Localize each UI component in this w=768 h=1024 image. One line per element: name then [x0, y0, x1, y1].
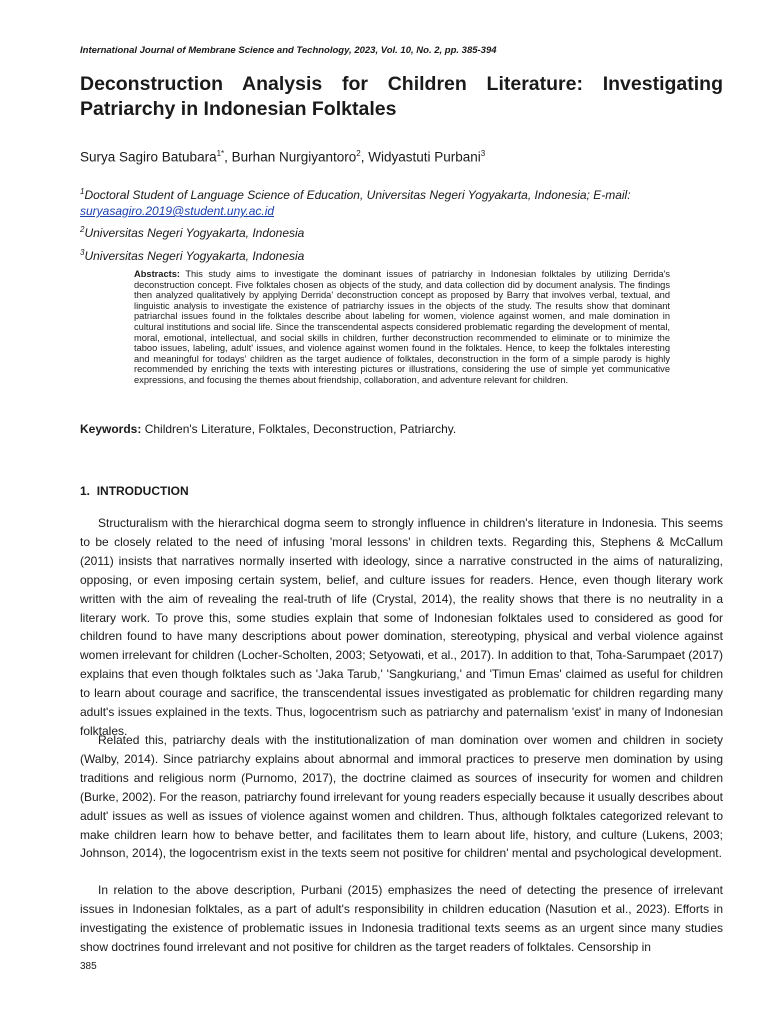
abstract	[134, 269, 670, 386]
author-list	[80, 145, 720, 167]
affiliation-text: Doctoral Student of Language Science of Education, Universitas Negeri Yogyakarta, Indonesia; E-mail:	[84, 188, 631, 202]
page-number: 385	[80, 961, 97, 972]
author-separator: ,	[224, 149, 232, 165]
section-title: INTRODUCTION	[96, 484, 189, 498]
author-email-link[interactable]: suryasagiro.2019@student.uny.ac.id	[80, 204, 275, 218]
author-name: Surya Sagiro Batubara	[80, 149, 217, 165]
author-affiliation-mark: 2	[356, 149, 361, 158]
author-separator: ,	[360, 149, 369, 165]
affiliation-mark: 3	[80, 248, 85, 257]
body-paragraph: Related this, patriarchy deals with the institutionalization of man domination over women and children in society (Walby, 2014). Since patriarchy explains about abnormal and immoral practices to preserve men domination by using traditions and religious norm (Purnomo, 2017), the doctrine claimed as sources of insecurity for women and children (Burke, 2002). For the reason, patriarchy found irrelevant for young readers especially because it usually describes about adult' issues as well as issues of violence against women and children. Thus, although folktales categorized relevant to make children learn how to behave better, and facilitates them to learn about life, history, and culture (Lukens, 2003; Johnson, 2014), the logocentrism exist in the texts seem not positive for children' mental and psychological development.	[80, 733, 724, 861]
author-name: Burhan Nurgiyantoro	[231, 149, 357, 165]
affiliation-1	[80, 184, 720, 219]
affiliation-2	[80, 222, 720, 241]
section-heading	[80, 484, 189, 498]
section-number: 1.	[80, 484, 91, 498]
affiliation-text: Universitas Negeri Yogyakarta, Indonesia	[84, 249, 305, 263]
author-affiliation-mark: 3	[480, 149, 486, 158]
keywords-text: Children's Literature, Folktales, Deconstruction, Patriarchy.	[144, 422, 457, 436]
abstract-text: This study aims to investigate the dominant issues of patriarchy in Indonesian folktales by utilizing Derrida's deconstruction concept. Five folktales chosen as objects of the study, and data collection did by document analysis. The findings then analyzed qualitatively by applying Derrida' deconstruction concept as proposed by Barry that involves verbal, textual, and linguistic analysis to investigate the existence of patriarchy issues in the objects of the study. The results show that dominant patriarchal issues found in the folktales describe about labeling for women, violence against women, and male domination in cultural institutions and social life. Since the transcendental aspects considered problematic regarding the development of mental, moral, emotional, intellectual, and social skills in children, further deconstruction recommended to eliminate or to minimize the taboo issues, labeling, adult' issues, and violence against women found in the folktales. Hence, to keep the folktales interesting and meaningful for todays' children as the target audience of folktales, deconstruction in the form of a simple parody is highly recommended by enriching the texts with interesting pictures or illustrations, considering the use of simple yet communicative expressions, and focusing the themes about friendship, collaboration, and adventure relevant for children.	[134, 269, 670, 385]
affiliation-text: Universitas Negeri Yogyakarta, Indonesia	[84, 226, 305, 240]
affiliation-3	[80, 245, 720, 264]
body-paragraph: In relation to the above description, Purbani (2015) emphasizes the need of detecting the presence of irrelevant issues in Indonesian folktales, as a part of adult's responsibility in children education (Nasution et al., 2023). Efforts in investigating the existence of problematic issues in Indonesia traditional texts seems as an urgent since many studies show doctrines found irrelevant and not positive for children as the target readers of folktales. Censorship in	[80, 883, 723, 954]
author-affiliation-mark: 1*	[216, 149, 225, 158]
journal-header: International Journal of Membrane Science and Technology, 2023, Vol. 10, No. 2, pp. 385-394	[80, 45, 497, 56]
author-name: Widyastuti Purbani	[368, 149, 481, 165]
keywords	[80, 422, 720, 436]
body-paragraph: Structuralism with the hierarchical dogma seem to strongly influence in children's literature in Indonesia. This seems to be closely related to the need of infusing 'moral lessons' in children texts. Regarding this, Stephens & McCallum (2011) insists that narratives normally inserted with ideology, since a narrative constructed in the aims of naturalizing, opposing, or even imposing certain system, belief, and culture issues for readers. Hence, even though literary work written with the aim of revealing the real-truth of life (Crystal, 2014), the reality shows that there is no neutrality in a literary work. To prove this, some studies explain that some of Indonesian folktales used to considered as good for children found to have many descriptions about power domination, stereotyping, physical and verbal violence against women irrelevant for children (Locher-Scholten, 2003; Setyowati, et al., 2017). In addition to that, Toha-Sarumpaet (2017) explains that even though folktales such as 'Jaka Tarub,' 'Sangkuriang,' and 'Timun Emas' claimed as useful for children to learn about courage and sacrifice, the transcendental issues investigated as problematic for children regarding many adult's issues explained in the texts. Thus, logocentrism such as patriarchy and paternalism 'exist' in many of Indonesian folktales.	[80, 516, 723, 738]
keywords-label: Keywords:	[80, 422, 142, 436]
affiliation-mark: 1	[80, 187, 85, 196]
paper-title: Deconstruction Analysis for Children Literature: Investigating Patriarchy in Indonesian Folktales	[80, 73, 723, 120]
affiliation-mark: 2	[80, 225, 85, 234]
abstract-label: Abstracts:	[134, 269, 180, 279]
